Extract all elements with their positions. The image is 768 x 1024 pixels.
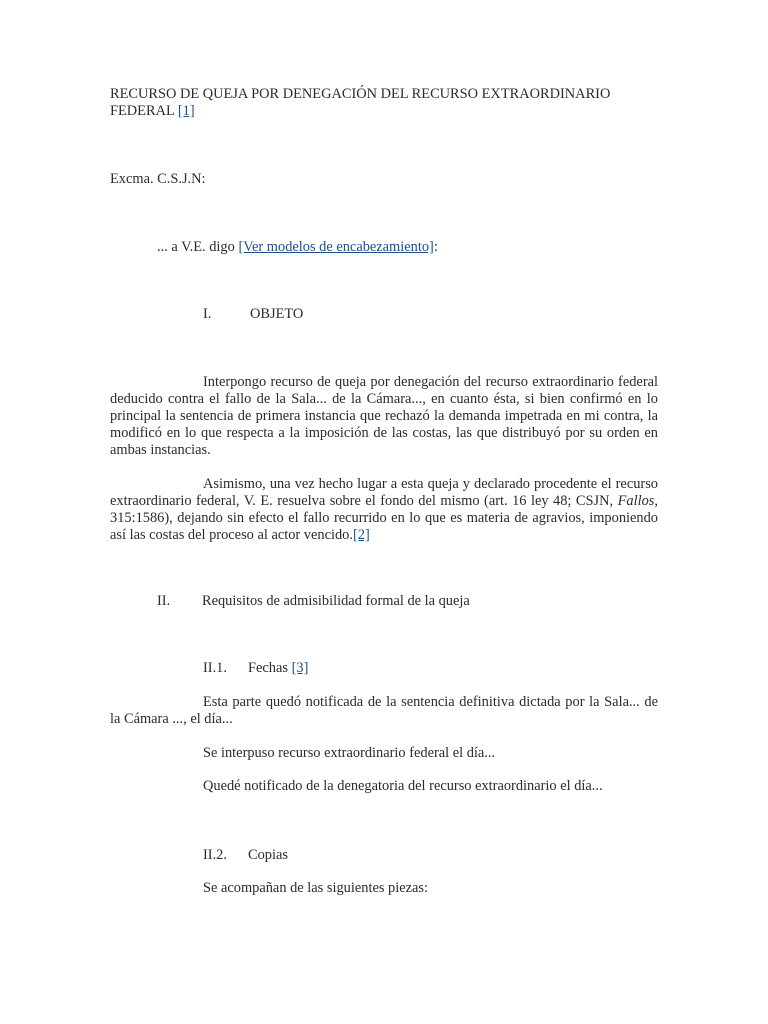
footnote-link-1[interactable]: [1] bbox=[177, 103, 195, 119]
paragraph-objeto-2: Asimismo, una vez hecho lugar a esta queja y declarado procedente el recurso extraordinario federal, V. E. resuelva sobre el fondo del mismo (art. 16 ley 48; CSJN, Fallos, 315:1586), dejando sin efecto el fallo recurrido en lo que es materia de agravios, imponiendo así las costas del proceso al actor vencido.[2] bbox=[110, 476, 658, 543]
section-2-number: II. bbox=[157, 593, 171, 609]
subsection-fechas-heading bbox=[203, 660, 603, 677]
paragraph-copias-1: Se acompañan de las siguientes piezas: bbox=[203, 880, 428, 896]
paragraph-objeto-1: Interpongo recurso de queja por denegación del recurso extraordinario federal deducido contra el fallo de la Sala... de la Cámara..., en cuanto ésta, si bien confirmó en lo principal la sentencia de primera instancia que rechazó la demanda impetrada en mi contra, la modificó en lo que respecta a la imposición de las costas, las que distribuyó por su orden en ambas instancias. bbox=[110, 374, 658, 458]
subsection-1-title: Fechas bbox=[248, 660, 288, 676]
section-2-title: Requisitos de admisibilidad formal de la queja bbox=[202, 593, 470, 609]
section-1-heading bbox=[203, 306, 603, 323]
opening-text: ... a V.E. digo bbox=[157, 239, 235, 255]
section-1-number: I. bbox=[203, 306, 212, 322]
section-2-heading bbox=[157, 593, 607, 610]
subsection-2-title: Copias bbox=[248, 847, 288, 863]
paragraph-fechas-3: Quedé notificado de la denegatoria del recurso extraordinario el día... bbox=[203, 778, 603, 794]
subsection-2-number: II.2. bbox=[203, 847, 227, 863]
header-models-link[interactable]: [Ver modelos de encabezamiento] bbox=[238, 239, 434, 255]
subsection-copias-heading bbox=[203, 847, 603, 864]
document-title bbox=[110, 86, 660, 120]
fallos-italic: Fallos bbox=[617, 493, 655, 509]
section-1-title: OBJETO bbox=[250, 306, 304, 322]
title-text: RECURSO DE QUEJA POR DENEGACIÓN DEL RECURSO EXTRAORDINARIO FEDERAL bbox=[110, 86, 611, 119]
paragraph-fechas-1: Esta parte quedó notificada de la sentencia definitiva dictada por la Sala... de la Cámara ..., el día... bbox=[110, 694, 658, 727]
addressee: Excma. C.S.J.N: bbox=[110, 171, 206, 187]
paragraph-fechas-2: Se interpuso recurso extraordinario federal el día... bbox=[203, 745, 496, 761]
footnote-link-2[interactable]: [2] bbox=[352, 527, 370, 543]
footnote-link-3[interactable]: [3] bbox=[291, 660, 309, 676]
subsection-1-number: II.1. bbox=[203, 660, 227, 676]
opening-line: ... a V.E. digo [Ver modelos de encabezamiento]: bbox=[157, 239, 438, 255]
